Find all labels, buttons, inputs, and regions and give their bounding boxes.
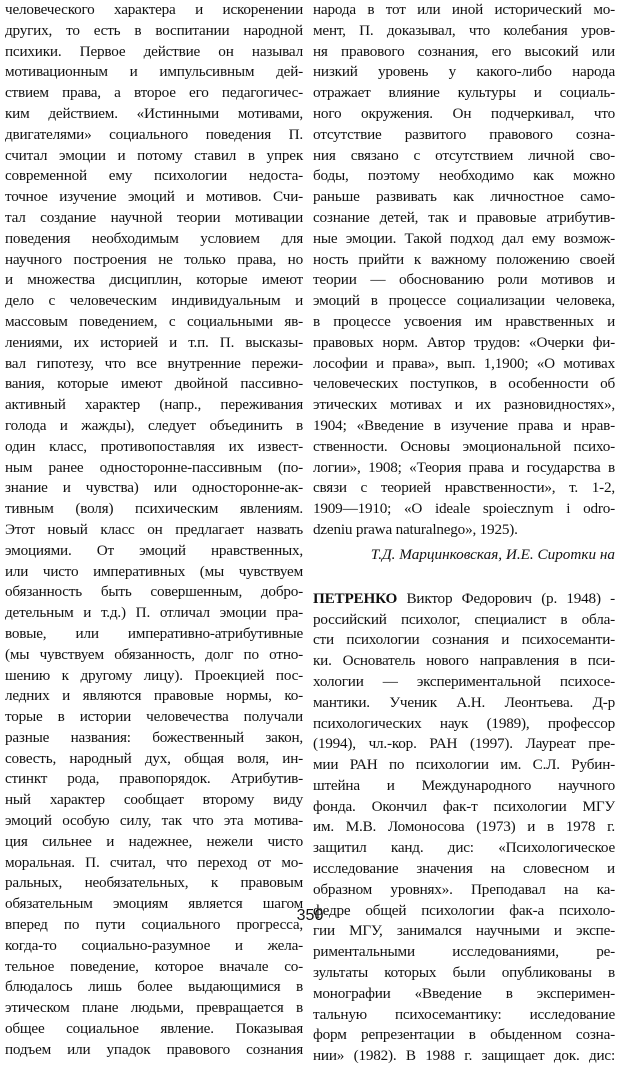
text-line: человеческого характера и искоренении: [5, 1, 303, 18]
text-line: защитил канд. дис: «Психологическое: [313, 839, 615, 857]
text-line: ный характер сообщает второму виду: [5, 791, 303, 809]
text-line: 1904; «Введение в изучение права и нрав-: [313, 416, 615, 434]
text-line: ция сильнее и надежнее, нежели чисто: [5, 832, 303, 850]
text-line: дело с человеческим индивидуальным и: [5, 292, 303, 310]
text-line: обязательным эмоциям является шагом: [5, 895, 303, 913]
text-line: мии РАН по психологии им. С.Л. Рубин-: [313, 756, 615, 774]
text-line: лениями, их историей и т.п. П. высказы-: [5, 333, 303, 351]
text-line: фонда. Окончил фак-т психологии МГУ: [313, 797, 615, 815]
entry-body: [313, 610, 615, 1067]
text-line: образном уровнях». Преподавал на ка-: [313, 880, 615, 898]
text-line: знание и чувства) или односторонне-ак-: [5, 479, 303, 497]
text-line: отражает влияние культуры и социаль-: [313, 84, 615, 102]
text-line: ледних и являются правовые нормы, ко-: [5, 687, 303, 705]
text-line: в процессе усвоения им нравственных и: [313, 312, 615, 330]
text-line: двигателями» социального поведения П.: [5, 125, 303, 143]
text-line: лософии и права», вып. 1,1900; «О мотивах: [313, 354, 615, 372]
text-line: народа в тот или иной исторический мо-: [313, 1, 615, 18]
text-line: этическом плане людьми, превращается в: [5, 999, 303, 1017]
text-line: других, то есть в воспитании народной: [5, 21, 303, 39]
text-line: голода и жажды), следует объединить в: [5, 416, 303, 434]
text-line: современной ему психологии недоста-: [5, 167, 303, 185]
entry-headword: ПЕТРЕНКО: [313, 589, 398, 607]
text-line: шению к другому лицу). Проекцией пос-: [5, 666, 303, 684]
text-line: нии» (1982). В 1988 г. защищает док. дис:: [313, 1047, 615, 1065]
text-line: теории — обоснованию роли мотивов и: [313, 271, 615, 289]
text-line: тивным (воля) психическим явлениям.: [5, 500, 303, 518]
text-line: мент, П. доказывал, что колебания уров-: [313, 21, 615, 39]
text-line: (мы чувствуем обязанность, долг по отно-: [5, 645, 303, 663]
text-line: низкий уровень у какого-либо народа: [313, 63, 615, 81]
text-line: когда-то социально-разумное и желa-: [5, 936, 303, 954]
text-line: dzeniu prawa naturalnego», 1925).: [313, 520, 518, 538]
text-line: тельное поведение, которое вначале со-: [5, 957, 303, 975]
text-line: ные эмоции. Такой подход дал ему возмож-: [313, 229, 615, 247]
text-line: этических мотивах и их разновидностях»,: [313, 396, 615, 414]
text-line: тальную психосемантику: исследование: [313, 1005, 615, 1023]
article-continuation: [313, 0, 615, 541]
text-line: российский психолог, специалист в обла-: [313, 610, 615, 628]
text-line: тал создание научной теории мотивации: [5, 208, 303, 226]
text-line: блюдалось лишь более выдающимися в: [5, 978, 303, 996]
text-line: мотивационным и импульсивным дей-: [5, 63, 303, 81]
text-line: совесть, народный дух, общая воля, ин-: [5, 749, 303, 767]
text-line: разные названия: божественный закон,: [5, 728, 303, 746]
text-line: поведения необходимым условием для: [5, 229, 303, 247]
text-line: им. М.В. Ломоносова (1973) и в 1978 г.: [313, 818, 615, 836]
entry-headword-rest: Виктор Федорович (р. 1948) -: [397, 589, 615, 607]
text-line: гии МГУ, занимался научными и экспе-: [313, 922, 615, 940]
text-line: или чисто императивных (мы чувствуем: [5, 562, 303, 580]
text-line: монографии «Введение в эксперимен-: [313, 984, 615, 1002]
text-line: один класс, противопоставляя их извест-: [5, 437, 303, 455]
text-line: исследование значения на словесном и: [313, 860, 615, 878]
entry-first-line: [313, 589, 615, 610]
text-line: 1909—1910; «O ideale spoiecznym i odro-: [313, 500, 615, 518]
text-line: федре общей психологии фак-а психоло-: [313, 901, 615, 919]
text-line: вовые, или императивно-атрибутивные: [5, 624, 303, 642]
text-line: зультаты которых были опубликованы в: [313, 964, 615, 982]
text-line: моральная. П. считал, что переход от мо-: [5, 853, 303, 871]
text-line: сти психологии сознания и психосеманти-: [313, 631, 615, 649]
text-line: сознание детей, так и правовые атрибутив-: [313, 208, 615, 226]
text-line: ствием права, а второе его педагогичес-: [5, 84, 303, 102]
text-line: эмоций в процессе социализации человека,: [313, 292, 615, 310]
article-authors: Т.Д. Марцинковская, И.Е. Сиротки на: [370, 545, 615, 563]
text-line: ного окружения. Он подчеркивал, что: [313, 104, 615, 122]
entry-separator: [313, 567, 615, 589]
text-line: штейна и Международного научного: [313, 776, 615, 794]
text-line: хологии — экспериментальной психосе-: [313, 672, 615, 690]
text-line: вал гипотезу, что все внутренние пережи-: [5, 354, 303, 372]
text-line: связи с теорией нравственности», т. 1-2,: [313, 479, 615, 497]
text-line: ральных, необязательных, к правовым: [5, 874, 303, 892]
text-line: научного построения не только права, но: [5, 250, 303, 268]
text-line: ния связано с отсутствием личной сво-: [313, 146, 615, 164]
text-line: ственности. Основы эмоциональной психо-: [313, 437, 615, 455]
text-line: психологических наук (1989), профессор: [313, 714, 615, 732]
text-line: раньше развивать как личностное само-: [313, 188, 615, 206]
text-line: ность прийти к важному положению своей: [313, 250, 615, 268]
text-line: боды, поэтому необходимо как можно: [313, 167, 615, 185]
text-line: ня правового сознания, его высокий или: [313, 42, 615, 60]
text-line: психики. Первое действие он называл: [5, 42, 303, 60]
text-line: Этот новый класс он предлагает назвать: [5, 520, 303, 538]
text-line: ким действием. «Истинными мотивами,: [5, 104, 303, 122]
text-line: ки. Основатель нового направления в пси-: [313, 652, 615, 670]
text-line: отсутствие развитого правового созна-: [313, 125, 615, 143]
text-line: эмоциями. От эмоций нравственных,: [5, 541, 303, 559]
text-line: подъем или упадок правового сознания: [5, 1040, 303, 1058]
text-line: правовых норм. Автор трудов: «Очерки фи-: [313, 333, 615, 351]
text-line: точное изучение эмоций и мотивов. Счи-: [5, 188, 303, 206]
text-line: торые в истории человечества получали: [5, 708, 303, 726]
text-line: общее социальное явление. Показывая: [5, 1020, 303, 1038]
text-line: вания, которые имеют двойной пассивно-: [5, 375, 303, 393]
text-line: вперед по пути социального прогресса,: [5, 916, 303, 934]
text-line: и множества дисциплин, которые имеют: [5, 271, 303, 289]
text-line: ным ранее односторонне-пассивным (по-: [5, 458, 303, 476]
text-line: форм репрезентации в обыденном созна-: [313, 1026, 615, 1044]
text-line: активный характер (напр., переживания: [5, 396, 303, 414]
text-line: массовым поведением, с социальными яв-: [5, 312, 303, 330]
text-line: эмоций особую силу, так что эта мотива-: [5, 812, 303, 830]
page-number: 350: [296, 907, 324, 924]
text-line: стинкт рода, правопорядок. Атрибутив-: [5, 770, 303, 788]
text-line: мантики. Ученик А.Н. Леонтьева. Д-р: [313, 693, 615, 711]
text-line: логии», 1908; «Теория права и государства в: [313, 458, 615, 476]
text-line: риментальными исследованиями, ре-: [313, 943, 615, 961]
left-column: [5, 0, 303, 1061]
text-line: считал эмоции и потому ставил в упрек: [5, 146, 303, 164]
text-line: (1994), чл.-кор. РАН (1997). Лауреат пре-: [313, 735, 615, 753]
text-line: обязанность быть совершенным, добро-: [5, 583, 303, 601]
text-line: человеческих поступков, в особенности об: [313, 375, 615, 393]
text-line: детельным и т.д.) П. отличал эмоции пра-: [5, 604, 303, 622]
